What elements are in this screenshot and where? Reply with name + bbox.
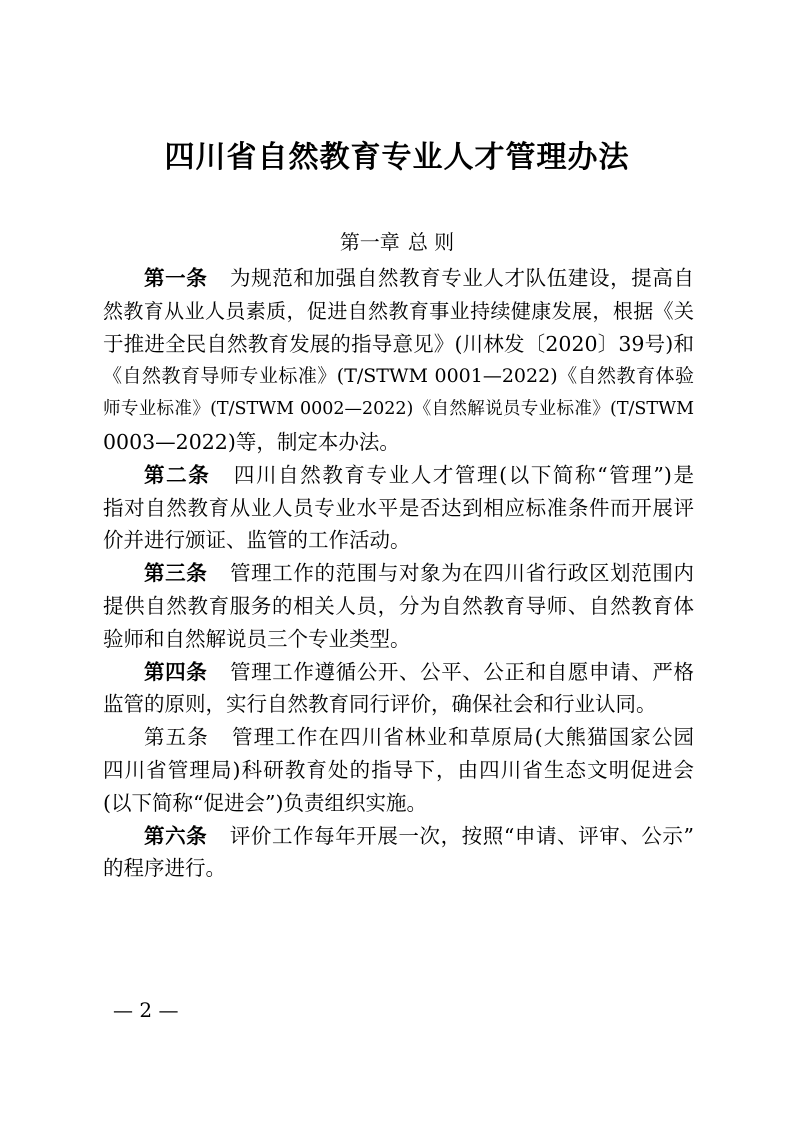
article-line [103, 328, 694, 361]
article-text: 指对自然教育从业人员专业水平是否达到相应标准条件而开展评 [103, 495, 694, 520]
article-line [103, 656, 694, 689]
article-line [103, 459, 694, 492]
article-line [103, 295, 694, 328]
article-text: 价并进行颁证、监管的工作活动。 [103, 528, 411, 553]
document-body [103, 262, 694, 885]
article-4 [103, 656, 694, 722]
article-label: 第四条 [144, 659, 208, 684]
article-text: 提供自然教育服务的相关人员，分为自然教育导师、自然教育体 [103, 593, 694, 618]
article-text: 四川自然教育专业人才管理(以下简称“管理”)是 [232, 462, 694, 487]
article-text: 然教育从业人员素质，促进自然教育事业持续健康发展，根据《关 [103, 298, 694, 323]
article-label: 第五条 [144, 725, 209, 750]
article-3 [103, 557, 694, 655]
chapter-heading [0, 228, 794, 256]
article-line [103, 787, 694, 820]
article-label: 第二条 [144, 462, 211, 487]
article-line [103, 557, 694, 590]
page-number: — 2 — [113, 998, 179, 1022]
article-2 [103, 459, 694, 557]
article-line [103, 492, 694, 525]
article-line [103, 590, 694, 623]
article-text: 管理工作在四川省林业和草原局(大熊猫国家公园 [230, 725, 695, 750]
article-text: 评价工作每年开展一次，按照“申请、评审、公示” [229, 823, 694, 848]
article-text: 四川省管理局)科研教育处的指导下，由四川省生态文明促进会 [103, 757, 694, 782]
article-text: 0003—2022)等，制定本办法。 [103, 429, 400, 454]
article-text: 管理工作遵循公开、公平、公正和自愿申请、严格 [229, 659, 695, 684]
article-line [103, 852, 694, 885]
article-text: 的程序进行。 [103, 856, 226, 881]
article-text: (以下简称“促进会”)负责组织实施。 [103, 790, 427, 815]
article-5 [103, 721, 694, 819]
article-text: 于推进全民自然教育发展的指导意见》(川林发〔2020〕39号)和 [103, 331, 694, 356]
article-text: 《自然教育导师专业标准》(T/STWM 0001—2022)《自然教育体验 [103, 365, 694, 388]
document-title: 四川省自然教育专业人才管理办法 [164, 140, 630, 175]
article-text: 师专业标准》(T/STWM 0002—2022)《自然解说员专业标准》(T/STWM [103, 399, 694, 420]
article-line [103, 721, 694, 754]
article-text: 为规范和加强自然教育专业人才队伍建设，提高自 [229, 266, 695, 290]
article-text: 监管的原则，实行自然教育同行评价，确保社会和行业认同。 [103, 692, 657, 717]
article-label: 第六条 [144, 823, 208, 848]
article-line [103, 524, 694, 557]
article-line [103, 820, 694, 853]
article-label: 第一条 [144, 266, 208, 290]
chapter-name: 总 则 [407, 230, 455, 254]
article-line [103, 688, 694, 721]
article-1 [103, 262, 694, 459]
article-text: 验师和自然解说员三个专业类型。 [103, 626, 411, 651]
article-6 [103, 820, 694, 886]
article-line [103, 262, 694, 295]
chapter-number: 第一章 [339, 230, 400, 254]
article-text: 管理工作的范围与对象为在四川省行政区划范围内 [229, 561, 695, 586]
article-label: 第三条 [144, 561, 208, 586]
article-line [103, 426, 694, 459]
article-line [103, 393, 694, 426]
article-line [103, 360, 694, 393]
article-line [103, 623, 694, 656]
article-line [103, 754, 694, 787]
